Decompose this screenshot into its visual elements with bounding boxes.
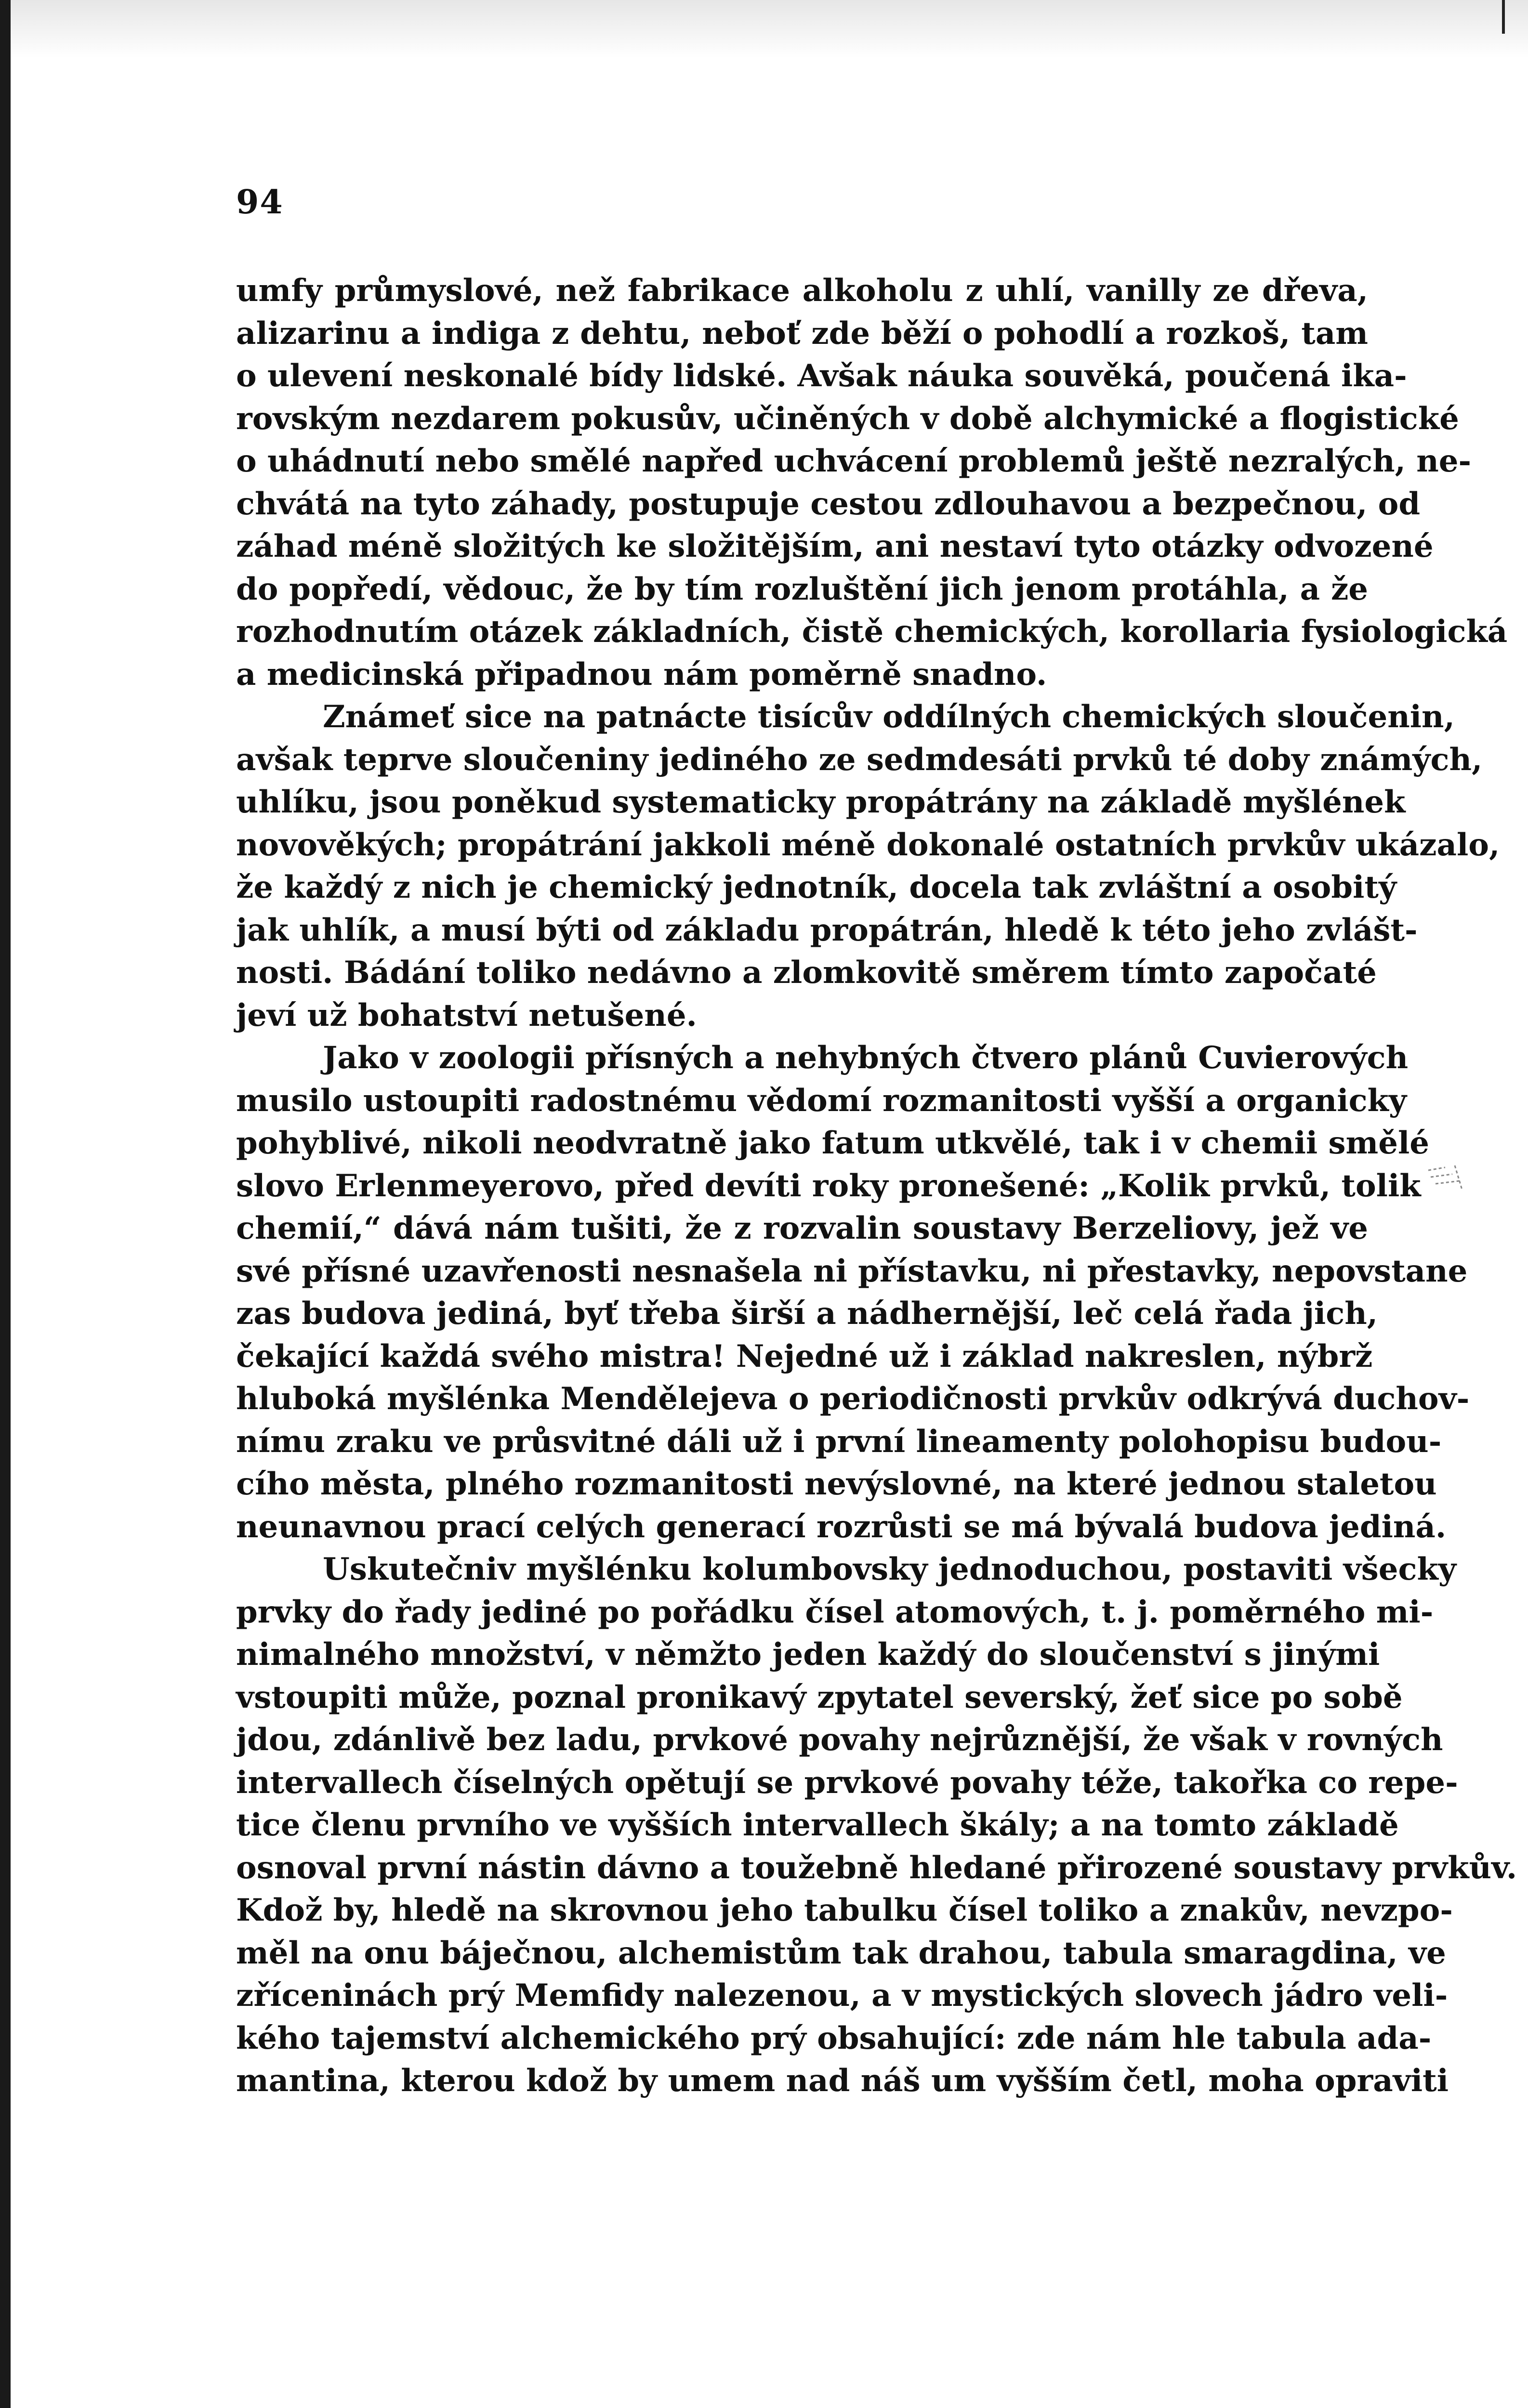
text-line: nosti. Bádání toliko nedávno a zlomkovitě směrem tímto započaté bbox=[236, 955, 1377, 991]
text-line: cího města, plného rozmanitosti nevýslovné, na které jednou staletou bbox=[236, 1466, 1437, 1502]
text-line: jdou, zdánlivě bez ladu, prvkové povahy nejrůznější, že však v rovných bbox=[236, 1722, 1443, 1758]
text-line: rozhodnutím otázek základních, čistě chemických, korollaria fysiologická bbox=[236, 614, 1508, 650]
text-line: tice členu prvního ve vyšších intervallech škály; a na tomto základě bbox=[236, 1807, 1399, 1843]
text-line: vstoupiti může, poznal pronikavý zpytatel severský, žeť sice po sobě bbox=[236, 1679, 1403, 1715]
text-line: novověkých; propátrání jakkoli méně dokonalé ostatních prvkův ukázalo, bbox=[236, 826, 1500, 863]
text-line: hluboká myšlénka Mendělejeva o periodičnosti prvkův odkrývá duchov- bbox=[236, 1381, 1470, 1417]
text-line: avšak teprve sloučeniny jediného ze sedmdesáti prvků té doby známých, bbox=[236, 741, 1483, 778]
text-line: zříceninách prý Memfidy nalezenou, a v mystických slovech jádro veli- bbox=[236, 1977, 1448, 2014]
text-line: musilo ustoupiti radostnému vědomí rozmanitosti vyšší a organicky bbox=[236, 1082, 1407, 1119]
text-line: Jako v zoologii přísných a nehybných čtvero plánů Cuvierových bbox=[323, 1040, 1409, 1076]
text-line: uhlíku, jsou poněkud systematicky propátrány na základě myšlének bbox=[236, 784, 1406, 820]
text-line: mantina, kterou kdož by umem nad náš um vyšším četl, moha opraviti bbox=[236, 2063, 1449, 2099]
text-line: do popředí, vědouc, že by tím rozluštění jich jenom protáhla, a že bbox=[236, 571, 1368, 607]
text-line: kého tajemství alchemického prý obsahující: zde nám hle tabula ada- bbox=[236, 2020, 1432, 2056]
text-line: slovo Erlenmeyerovo, před devíti roky pronešené: „Kolik prvků, tolik bbox=[236, 1167, 1421, 1204]
page-number: 94 bbox=[236, 183, 284, 222]
text-line: chemií,“ dává nám tušiti, že z rozvalin soustavy Berzeliovy, jež ve bbox=[236, 1210, 1368, 1246]
text-line: alizarinu a indiga z dehtu, neboť zde běží o pohodlí a rozkoš, tam bbox=[236, 315, 1368, 352]
text-line: nímu zraku ve průsvitné dáli už i první lineamenty polohopisu budou- bbox=[236, 1423, 1442, 1460]
text-line: chvátá na tyto záhady, postupuje cestou zdlouhavou a bezpečnou, od bbox=[236, 485, 1421, 522]
body-text bbox=[236, 270, 1517, 2103]
text-line: měl na onu báječnou, alchemistům tak drahou, tabula smaragdina, ve bbox=[236, 1935, 1446, 1971]
text-line: neunavnou prací celých generací rozrůsti se má bývalá budova jediná. bbox=[236, 1508, 1447, 1545]
text-line: a medicinská připadnou nám poměrně snadno. bbox=[236, 656, 1047, 693]
text-line: své přísné uzavřenosti nesnašela ni přístavku, ni přestavky, nepovstane bbox=[236, 1253, 1468, 1289]
text-line: jeví už bohatství netušené. bbox=[236, 997, 697, 1034]
text-line: rovským nezdarem pokusův, učiněných v době alchymické a flogistické bbox=[236, 400, 1459, 437]
text-line: jak uhlík, a musí býti od základu propátrán, hledě k této jeho zvlášt- bbox=[236, 912, 1418, 948]
text-line: Kdož by, hledě na skrovnou jeho tabulku čísel toliko a znakův, nevzpo- bbox=[236, 1892, 1453, 1928]
text-line: že každý z nich je chemický jednotník, docela tak zvláštní a osobitý bbox=[236, 869, 1397, 905]
scan-shadow bbox=[0, 0, 1528, 58]
margin-pencil-mark bbox=[1426, 1161, 1484, 1194]
text-line: osnoval první nástin dávno a toužebně hledané přirozené soustavy prvkův. bbox=[236, 1849, 1517, 1886]
text-line: záhad méně složitých ke složitějším, ani nestaví tyto otázky odvozené bbox=[236, 528, 1434, 564]
text-line: zas budova jediná, byť třeba širší a nádhernější, leč celá řada jich, bbox=[236, 1296, 1378, 1332]
text-line: čekající každá svého mistra! Nejedné už i základ nakreslen, nýbrž bbox=[236, 1338, 1373, 1374]
text-line: Uskutečniv myšlénku kolumbovsky jednoduchou, postaviti všecky bbox=[323, 1551, 1456, 1587]
edge-mark bbox=[1502, 0, 1505, 34]
text-line: o ulevení neskonalé bídy lidské. Avšak náuka souvěká, poučená ika- bbox=[236, 358, 1407, 394]
text-line: pohyblivé, nikoli neodvratně jako fatum utkvělé, tak i v chemii smělé bbox=[236, 1125, 1429, 1161]
text-line: prvky do řady jediné po pořádku čísel atomových, t. j. poměrného mi- bbox=[236, 1594, 1434, 1630]
text-line: nimalného množství, v němžto jeden každý do sloučenství s jinými bbox=[236, 1636, 1380, 1673]
text-line: Známeť sice na patnácte tisícův oddílných chemických sloučenin, bbox=[323, 699, 1455, 735]
text-line: umfy průmyslové, než fabrikace alkoholu z uhlí, vanilly ze dřeva, bbox=[236, 273, 1368, 309]
text-line: intervallech číselných opětují se prvkové povahy téže, takořka co repe- bbox=[236, 1764, 1458, 1801]
text-line: o uhádnutí nebo smělé napřed uchvácení problemů ještě nezralých, ne- bbox=[236, 443, 1472, 479]
